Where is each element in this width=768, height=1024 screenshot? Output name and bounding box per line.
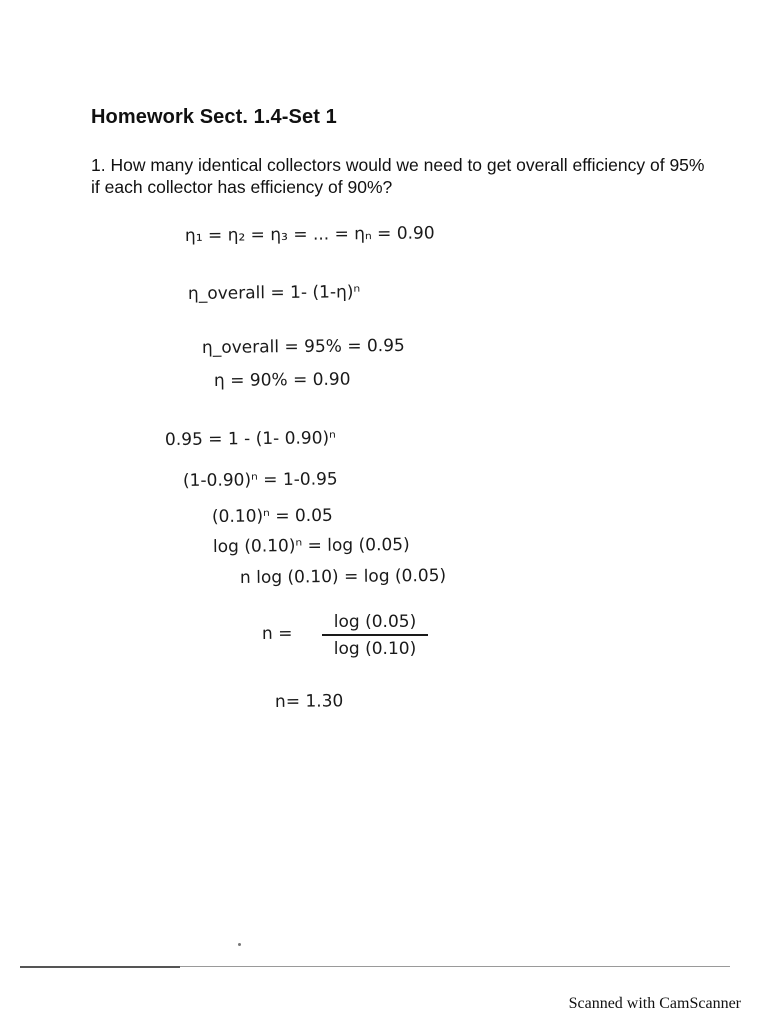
work-line-overall-value: η_overall = 95% = 0.95 <box>201 335 405 358</box>
fraction-denominator: log (0.10) <box>333 638 417 659</box>
scanner-watermark: Scanned with CamScanner <box>568 995 741 1012</box>
work-line-overall-formula: η_overall = 1- (1-η)ⁿ <box>187 282 361 304</box>
question-text: 1. How many identical collectors would we need to get overall efficiency of 95% if each collector has efficiency of 90%? <box>91 155 705 197</box>
work-fraction <box>322 612 428 659</box>
fraction-bar <box>322 634 428 636</box>
page-bottom-rule-dark <box>20 966 180 968</box>
homework-title: Homework Sect. 1.4-Set 1 <box>91 106 337 128</box>
work-line-rearrange: (1-0.90)ⁿ = 1-0.95 <box>182 469 338 491</box>
work-line-log-rule: n log (0.10) = log (0.05) <box>239 565 447 588</box>
work-line-answer: n= 1.30 <box>274 691 344 712</box>
fraction-numerator: log (0.05) <box>333 612 417 632</box>
work-line-eta-value: η = 90% = 0.90 <box>213 369 351 391</box>
work-line-take-log: log (0.10)ⁿ = log (0.05) <box>212 534 410 557</box>
scan-speck <box>238 943 241 946</box>
work-line-efficiency-equal: η₁ = η₂ = η₃ = ... = ηₙ = 0.90 <box>184 223 435 246</box>
work-line-substitution: 0.95 = 1 - (1- 0.90)ⁿ <box>164 428 337 450</box>
work-line-simplify: (0.10)ⁿ = 0.05 <box>211 505 333 527</box>
work-line-n-equals: n = <box>261 623 293 644</box>
